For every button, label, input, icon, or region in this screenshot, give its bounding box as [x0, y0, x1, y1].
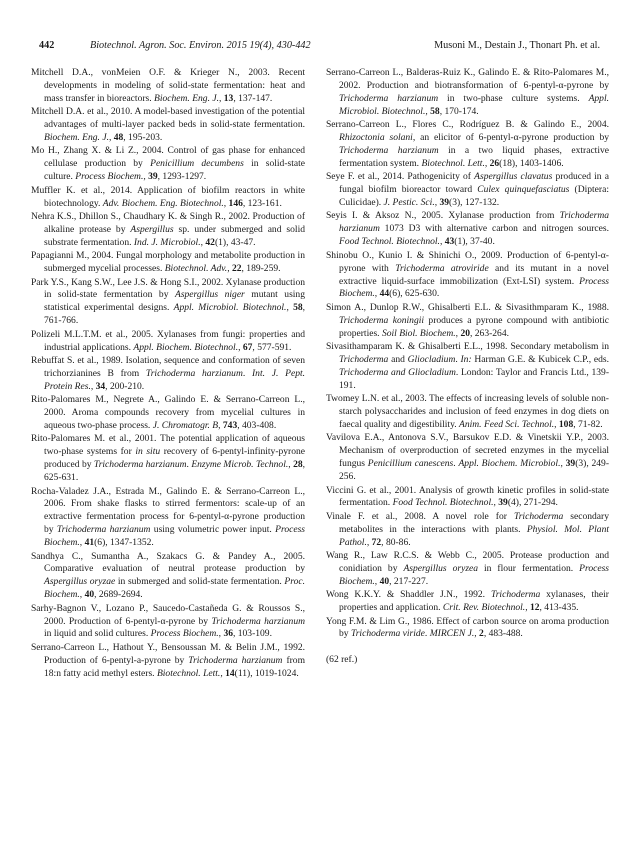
- reference-entry: Serrano-Carreon L., Flores C., Rodríguez B. & Galindo E., 2004. Rhizoctonia solani, an elicitor of 6-pentyl-α-pyrone production by Trichoderma harzianum in a two liquid phases, extractive fermentation system. Biotechnol. Lett., 26(18), 1403-1406.: [326, 119, 609, 169]
- reference-entry: Rebuffat S. et al., 1989. Isolation, sequence and conformation of seven trichorzianines B from Trichoderma harzianum. Int. J. Pept. Protein Res., 34, 200-210.: [31, 354, 306, 392]
- reference-entry: Vavilova E.A., Antonova S.V., Barsukov E.D. & Vinetskii Y.P., 2003. Mechanism of overproduction of secreted enzymes in the mycelial fungus Penicillium canescens. Appl. Biochem. Microbiol., 39(3), 249-256.: [326, 432, 610, 483]
- reference-entry: Twomey L.N. et al., 2003. The effects of increasing levels of soluble non-starch polysaccharides and inclusion of feed enzymes in dog diets on faecal quality and digestibility. Anim. Feed Sci. Technol., 108, 71-82.: [326, 393, 609, 430]
- journal-citation: Biotechnol. Agron. Soc. Environ. 2015 19(4), 430-442: [90, 40, 311, 51]
- reference-entry: Mo H., Zhang X. & Li Z., 2004. Control of gas phase for enhanced cellulase production by Penicillium decumbens in solid-state culture. Process Biochem., 39, 1293-1297.: [31, 145, 306, 183]
- reference-entry: Simon A., Dunlop R.W., Ghisalberti E.L. & Sivasithmparam K., 1988. Trichoderma koningii produces a pyrone compound with antibiotic properties. Soil Biol. Biochem., 20, 263-264.: [326, 301, 609, 339]
- reference-entry: Rito-Palomares M., Negrete A., Galindo E. & Serrano-Carreon L., 2000. Aroma compounds recovery from mycelial cultures in aqueous two-phase process. J. Chromatogr. B, 743, 403-408.: [31, 394, 305, 431]
- reference-entry: Muffler K. et al., 2014. Application of biofilm reactors in white biotechnology. Adv. Biochem. Eng. Biotechnol., 146, 123-161.: [31, 184, 305, 209]
- reference-entry: Papagianni M., 2004. Fungal morphology and metabolite production in submerged mycelial processes. Biotechnol. Adv., 22, 189-259.: [31, 250, 305, 275]
- reference-entry: Rito-Palomares M. et al., 2001. The potential application of aqueous two-phase systems for in situ recovery of 6-pentyl-infinity-pyrone produced by Trichoderma harzianum. Enzyme Microb. Technol., 28, 625-631.: [31, 433, 306, 484]
- reference-entry: Sivasithamparam K. & Ghisalberti E.L., 1998. Secondary metabolism in Trichoderma and Gliocladium. In: Harman G.E. & Kubicek C.P., eds. Trichoderma and Gliocladium. London: Taylor and Francis Ltd., 139-191.: [326, 341, 610, 391]
- reference-entry: Polizeli M.L.T.M. et al., 2005. Xylanases from fungi: properties and industrial applications. Appl. Biochem. Biotechnol., 67, 577-591.: [31, 328, 305, 353]
- reference-entry: Serrano-Carreon L., Balderas-Ruiz K., Galindo E. & Rito-Palomares M., 2002. Production and biotransformation of 6-pentyl-α-pyrone by Trichoderma harzianum in two-phase culture systems. Appl. Microbiol. Biotechnol., 58, 170-174.: [326, 67, 609, 117]
- reference-entry: Rocha-Valadez J.A., Estrada M., Galindo E. & Serrano-Carreon L., 2006. From shake flasks to stirred fermentors: scale-up of an extractive fermentation process for 6-pentyl-α-pyrone production by Trichoderma harzianum using volumetric power input. Process Biochem., 41(6), 1347-1352.: [31, 485, 305, 549]
- reference-entry: Nehra K.S., Dhillon S., Chaudhary K. & Singh R., 2002. Production of alkaline protease by Aspergillus sp. under submerged and solid substrate fermentation. Ind. J. Microbiol., 42(1), 43-47.: [31, 210, 305, 248]
- reference-count: (62 ref.): [326, 654, 358, 666]
- reference-entry: Mitchell D.A. et al., 2010. A model-based investigation of the potential advantages of multi-layer packed beds in solid-state fermentation. Biochem. Eng. J., 48, 195-203.: [31, 106, 305, 144]
- page-header: [0, 40, 638, 56]
- reference-entry: Seyis I. & Aksoz N., 2005. Xylanase production from Trichoderma harzianum 1073 D3 with alternative carbon and nitrogen sources. Food Technol. Biotechnol., 43(1), 37-40.: [326, 210, 609, 248]
- reference-entry: Mitchell D.A., vonMeien O.F. & Krieger N., 2003. Recent developments in modeling of solid-state fermentation: heat and mass transfer in bioreactors. Biochem. Eng. J., 13, 137-147.: [31, 67, 305, 104]
- references-right-column: [326, 67, 609, 667]
- reference-entry: Wang R., Law R.C.S. & Webb C., 2005. Protease production and conidiation by Aspergillus oryzea in flour fermentation. Process Biochem., 40, 217-227.: [326, 550, 609, 587]
- reference-entry: Wong K.K.Y. & Shaddler J.N., 1992. Trichoderma xylanases, their properties and application. Crit. Rev. Biotechnol., 12, 413-435.: [326, 589, 609, 614]
- reference-entry: Shinobu O., Kunio I. & Shinichi O., 2009. Production of 6-pentyl-α-pyrone with Trichoderma atroviride and its mutant in a novel extractive liquid-surface immobilization (Ext-LSI) system. Process Biochem., 44(6), 625-630.: [326, 249, 609, 300]
- reference-entry: Yong F.M. & Lim G., 1986. Effect of carbon source on aroma production by Trichoderma viride. MIRCEN J., 2, 483-488.: [326, 615, 609, 640]
- reference-entry: Sandhya C., Sumantha A., Szakacs G. & Pandey A., 2005. Comparative evaluation of neutral protease production by Aspergillus oryzae in submerged and solid-state fermentation. Proc. Biochem., 40, 2689-2694.: [31, 550, 305, 601]
- references-left-column: [31, 67, 305, 681]
- reference-entry: Seye F. et al., 2014. Pathogenicity of Aspergillus clavatus produced in a fungal biofilm bioreactor toward Culex quinquefasciatus (Diptera: Culicidae). J. Pestic. Sci., 39(3), 127-132.: [326, 171, 609, 209]
- reference-entry: Viccini G. et al., 2001. Analysis of growth kinetic profiles in solid-state fermentation. Food Technol. Biotechnol., 39(4), 271-294.: [326, 484, 609, 509]
- reference-entry: Park Y.S., Kang S.W., Lee J.S. & Hong S.I., 2002. Xylanase production in solid-state fermentation by Aspergillus niger mutant using statistical experimental designs. Appl. Microbiol. Biotechnol., 58, 761-766.: [31, 276, 306, 327]
- reference-entry: Sarhy-Bagnon V., Lozano P., Saucedo-Castañeda G. & Roussos S., 2000. Production of 6-pentyl-α-pyrone by Trichoderma harzianum in liquid and solid cultures. Process Biochem., 36, 103-109.: [31, 602, 306, 640]
- reference-entry: Serrano-Carreon L., Hathout Y., Bensoussan M. & Belin J.M., 1992. Production of 6-pentyl-a-pyrone by Trichoderma harzianum from 18:n fatty acid methyl esters. Biotechnol. Lett., 14(11), 1019-1024.: [31, 641, 305, 679]
- page-number: 442: [39, 40, 55, 51]
- reference-entry: Vinale F. et al., 2008. A novel role for Trichoderma secondary metabolites in the interactions with plants. Physiol. Mol. Plant Pathol., 72, 80-86.: [326, 510, 609, 548]
- running-authors: Musoni M., Destain J., Thonart Ph. et al.: [434, 40, 600, 51]
